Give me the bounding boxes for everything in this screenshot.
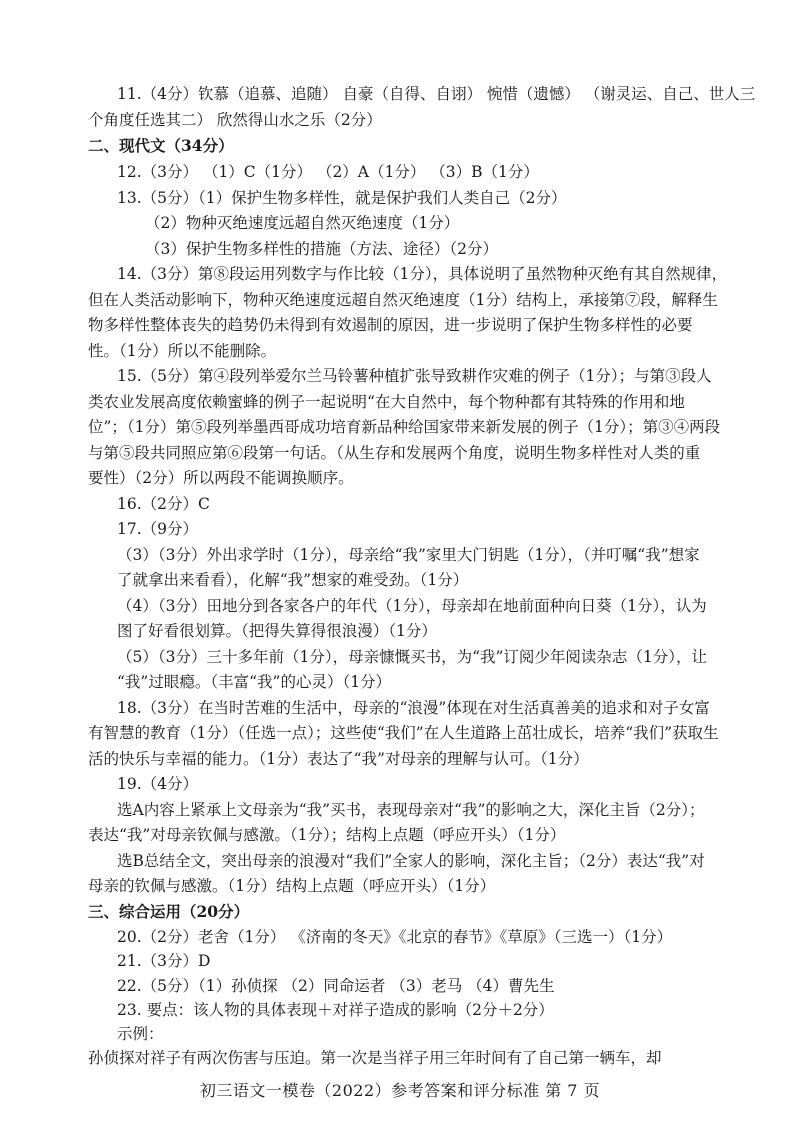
answer-18-line-2: 有智慧的教育（1分）（任选一点）；这些使“我们”在人生道路上茁壮成长，培养“我们”获取生: [88, 724, 719, 742]
answer-18-line-1: 18.（3分）在当时苦难的生活中，母亲的“浪漫”体现在对生活真善美的追求和对子女富: [117, 699, 710, 717]
answer-14-line-1: 14.（3分）第⑧段运用列数字与作比较（1分），具体说明了虽然物种灭绝有其自然规律，: [117, 265, 728, 283]
answer-11-line-1: 11.（4分）钦慕（追慕、追随） 自豪（自得、自诩） 惋惜（遗憾） （谢灵运、自己、世人三: [117, 85, 756, 103]
answer-22: 22.（5分）（1）孙侦探 （2）同命运者 （3）老马 （4）曹先生: [117, 977, 555, 995]
answer-17-3-line-1: （3）（3分）外出求学时（1分），母亲给“我”家里大门钥匙（1分），（并叮嘱“我”想家: [117, 546, 700, 564]
answer-15-line-2: 类农业发展高度依赖蜜蜂的例子一起说明“在大自然中，每个物种都有其特殊的作用和地: [88, 393, 685, 411]
answer-23-example-line-1: 孙侦探对祥子有两次伤害与压迫。第一次是当祥子用三年时间有了自己第一辆车，却: [88, 1049, 662, 1067]
answer-23-example-label: 示例：: [117, 1025, 164, 1043]
answer-14-line-2: 但在人类活动影响下，物种灭绝速度远超自然灭绝速度（1分）结构上，承接第⑦段，解释生: [88, 291, 718, 309]
answer-14-line-3: 物多样性整体丧失的趋势仍未得到有效遏制的原因，进一步说明了保护生物多样性的必要: [88, 316, 693, 334]
answer-11-line-2: 个角度任选其二） 欣然得山水之乐（2分）: [88, 111, 382, 129]
answer-19-a-line-1: 选A内容上紧承上文母亲为“我”买书，表现母亲对“我”的影响之大，深化主旨（2分）；: [117, 801, 705, 819]
answer-15-line-5: 要性）（2分）所以两段不能调换顺序。: [88, 469, 354, 487]
answer-19-a-line-2: 表达“我”对母亲钦佩与感激。（1分）；结构上点题（呼应开头）（1分）: [88, 826, 566, 844]
answer-13-line-3: （3）保护生物多样性的措施（方法、途径）（2分）: [145, 240, 498, 258]
section-heading-comprehensive: 三、综合运用（20分）: [88, 902, 250, 921]
section-heading-modern-text: 二、现代文（34分）: [88, 136, 234, 155]
answer-17-5-line-2: “我”过眼瘾。（丰富“我”的心灵）（1分）: [117, 673, 392, 691]
answer-17-4-line-2: 图了好看很划算。（把得失算得很浪漫）（1分）: [117, 622, 437, 640]
answer-15-line-3: 位”；（1分）第⑤段列举墨西哥成功培育新品种给国家带来新发展的例子（1分）；第③④两段: [88, 418, 721, 436]
answer-18-line-3: 活的快乐与幸福的能力。（1分）表达了“我”对母亲的理解与认可。（1分）: [88, 750, 589, 768]
answer-17-5-line-1: （5）（3分）三十多年前（1分），母亲慷慨买书，为“我”订阅少年阅读杂志（1分），让: [117, 648, 708, 666]
page-footer: 初三语文一模卷（2022）参考答案和评分标准 第 7 页: [199, 1081, 601, 1100]
answer-17-heading: 17.（9分）: [117, 520, 199, 538]
answer-19-b-line-2: 母亲的钦佩与感激。（1分）结构上点题（呼应开头）（1分）: [88, 877, 496, 895]
answer-14-line-4: 性。（1分）所以不能删除。: [88, 342, 277, 360]
answer-13-line-2: （2）物种灭绝速度远超自然灭绝速度（1分）: [145, 214, 460, 232]
answer-16: 16.（2分）C: [117, 495, 210, 513]
answer-19-b-line-1: 选B总结全文，突出母亲的浪漫对“我们”全家人的影响，深化主旨；（2分）表达“我”对: [117, 852, 705, 870]
answer-12: 12.（3分） （1）C（1分） （2）A（1分） （3）B（1分）: [117, 163, 539, 181]
answer-23-points: 23. 要点：该人物的具体表现＋对祥子造成的影响（2分＋2分）: [117, 1001, 554, 1019]
answer-20: 20.（2分）老舍（1分） 《济南的冬天》《北京的春节》《草原》（三选一）（1分）: [117, 928, 673, 946]
answer-17-4-line-1: （4）（3分）田地分到各家各户的年代（1分），母亲却在地前面种向日葵（1分），认为: [117, 597, 707, 615]
answer-15-line-1: 15.（5分）第④段列举爱尔兰马铃薯种植扩张导致耕作灾难的例子（1分）；与第③段人: [117, 367, 712, 385]
answer-13-line-1: 13.（5分）（1）保护生物多样性，就是保护我们人类自己（2分）: [117, 189, 567, 207]
answer-15-line-4: 与第⑤段共同照应第⑥段第一句话。（从生存和发展两个角度，说明生物多样性对人类的重: [88, 444, 701, 462]
answer-17-3-line-2: 了就拿出来看看），化解“我”想家的难受劲。（1分）: [117, 571, 469, 589]
answer-19-heading: 19.（4分）: [117, 775, 199, 793]
answer-21: 21.（3分）D: [117, 952, 211, 970]
